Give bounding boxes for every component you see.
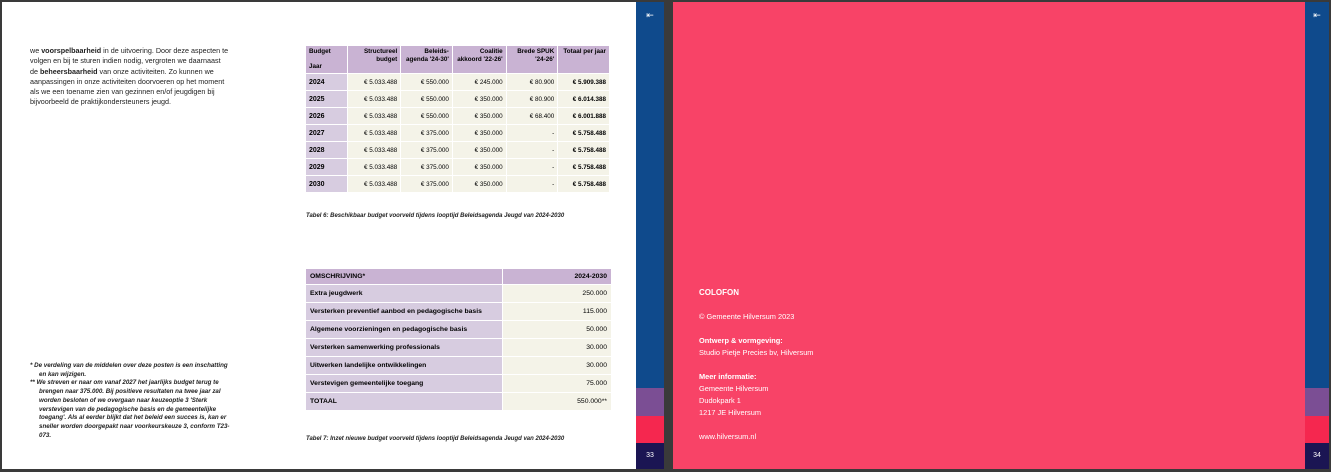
rail-purple-block xyxy=(636,388,664,416)
table6-cell: € 5.758.488 xyxy=(558,142,610,159)
table6-row xyxy=(306,108,610,125)
table6-cell: - xyxy=(506,125,558,142)
chevron-collapse-icon[interactable]: ⇤ xyxy=(1313,10,1321,20)
table6-cell: € 375.000 xyxy=(401,159,453,176)
table7-header-description: OMSCHRIJVING* xyxy=(306,269,503,285)
table7-label-cell: Extra jeugdwerk xyxy=(306,285,503,303)
table6-cell: € 350.000 xyxy=(452,159,506,176)
table6-row xyxy=(306,176,610,193)
body-text-1: we xyxy=(30,46,42,55)
table7-row xyxy=(306,321,612,339)
table6-cell: € 350.000 xyxy=(452,125,506,142)
table7-row xyxy=(306,285,612,303)
info-heading: Meer informatie: xyxy=(699,372,757,381)
table6-cell: € 80.900 xyxy=(506,74,558,91)
table7-row xyxy=(306,393,612,411)
table6-year-cell: 2029 xyxy=(306,159,348,176)
side-rail-right xyxy=(1305,2,1329,469)
table6-cell: € 5.033.488 xyxy=(347,142,401,159)
table6-year-cell: 2025 xyxy=(306,91,348,108)
table6-cell: € 5.033.488 xyxy=(347,159,401,176)
page-number-34: 34 xyxy=(1305,443,1329,469)
copyright-text: © Gemeente Hilversum 2023 xyxy=(699,312,795,321)
table6-cell: € 350.000 xyxy=(452,91,506,108)
footnotes xyxy=(30,362,230,440)
table6-cell: € 375.000 xyxy=(401,142,453,159)
table6-cell: € 6.014.388 xyxy=(558,91,610,108)
table6-body xyxy=(306,74,610,193)
rail-blue-block xyxy=(636,2,664,388)
rail-blue-block xyxy=(1305,2,1329,388)
table6-year-cell: 2027 xyxy=(306,125,348,142)
table6-header: Beleids-agenda '24-30' xyxy=(401,46,453,74)
rail-purple-block xyxy=(1305,388,1329,416)
table6-cell: € 550.000 xyxy=(401,91,453,108)
footnote-1: * De verdeling van de middelen over deze posten is een inschatting en kan wijzigen. xyxy=(30,362,228,378)
table6-cell: € 350.000 xyxy=(452,176,506,193)
table6-cell: € 550.000 xyxy=(401,74,453,91)
table6-header: Structureel budget xyxy=(347,46,401,74)
table6-cell: € 5.758.488 xyxy=(558,125,610,142)
budget-table xyxy=(305,45,610,193)
table7-caption: Tabel 7: Inzet nieuwe budget voorveld tijdens looptijd Beleidsagenda Jeugd van 2024-2030 xyxy=(306,436,565,442)
table6-row xyxy=(306,159,610,176)
body-text-3: van onze activiteiten. Zo kunnen we aanpassingen in onze activiteiten doorvoeren op het moment als we een toename zien van gezinnen en/of jeugdigen bij bijvoorbeeld de praktijkondersteuners jeugd. xyxy=(30,66,225,107)
body-text-2: in de uitvoering. Door deze aspecten te volgen en bij te sturen indien nodig, vergroten we daarnaast de xyxy=(30,46,229,76)
info-line: Gemeente Hilversum xyxy=(699,384,769,393)
table6-cell: € 5.909.388 xyxy=(558,74,610,91)
table6-cell: - xyxy=(506,142,558,159)
table6-year-cell: 2030 xyxy=(306,176,348,193)
table7-value-cell: 50.000 xyxy=(503,321,612,339)
table6-header: Coalitie akkoord '22-26' xyxy=(452,46,506,74)
body-emphasis-2: beheersbaarheid xyxy=(40,66,98,76)
table7-label-cell: Versterken samenwerking professionals xyxy=(306,339,503,357)
table6-cell: € 5.033.488 xyxy=(347,91,401,108)
table6-cell: - xyxy=(506,176,558,193)
table6-cell: € 5.758.488 xyxy=(558,176,610,193)
table7-row xyxy=(306,375,612,393)
table6-caption: Tabel 6: Beschikbaar budget voorveld tijdens looptijd Beleidsagenda Jeugd van 2024-2030 xyxy=(306,213,565,219)
page-34 xyxy=(673,2,1329,469)
info-line: 1217 JE Hilversum xyxy=(699,408,762,417)
rail-pink-block xyxy=(1305,416,1329,443)
table6-year-cell: 2026 xyxy=(306,108,348,125)
table6-cell: € 5.033.488 xyxy=(347,74,401,91)
table6-header: Totaal per jaar xyxy=(558,46,610,74)
table6-cell: € 550.000 xyxy=(401,108,453,125)
table6-row xyxy=(306,125,610,142)
page-33 xyxy=(2,2,664,469)
header-budget: Budget xyxy=(309,48,331,55)
table7-body xyxy=(306,285,612,411)
table7-row xyxy=(306,339,612,357)
design-heading: Ontwerp & vormgeving: xyxy=(699,336,783,345)
design-text: Studio Pietje Precies bv, Hilversum xyxy=(699,348,814,357)
info-line: Dudokpark 1 xyxy=(699,396,741,405)
table7-value-cell: 250.000 xyxy=(503,285,612,303)
table7-header-period: 2024-2030 xyxy=(503,269,612,285)
colofon xyxy=(699,287,813,443)
table7-label-cell: TOTAAL xyxy=(306,393,503,411)
table6-cell: € 5.033.488 xyxy=(347,176,401,193)
table6-cell: € 5.033.488 xyxy=(347,125,401,142)
table6-header: Brede SPUK '24-26' xyxy=(506,46,558,74)
body-emphasis-1: voorspelbaarheid xyxy=(41,46,102,55)
footnote-2: ** We streven er naar om vanaf 2027 het jaarlijks budget terug te brengen naar 375.000. Bij positieve resultaten na twee jaar zal worden besloten of we overgaan naar keuzeoptie 3 'Sterk verstevigen van de pedagogische basis en de gemeentelijke toegang'. Als al eerder blijkt dat het beleid een succes is, kan er sneller worden doorgepakt naar voorkeurskeuze 3, conform T23-073. xyxy=(30,379,230,439)
page-number-33: 33 xyxy=(636,443,664,469)
table6-row xyxy=(306,142,610,159)
table7-label-cell: Versterken preventief aanbod en pedagogische basis xyxy=(306,303,503,321)
table6-cell: € 375.000 xyxy=(401,176,453,193)
table6-year-cell: 2028 xyxy=(306,142,348,159)
table7-row xyxy=(306,303,612,321)
table7-label-cell: Uitwerken landelijke ontwikkelingen xyxy=(306,357,503,375)
table6-cell: € 245.000 xyxy=(452,74,506,91)
body-paragraph xyxy=(30,46,230,108)
table6-cell: - xyxy=(506,159,558,176)
table6-cell: € 350.000 xyxy=(452,108,506,125)
table6-cell: € 68.400 xyxy=(506,108,558,125)
table6-cell: € 80.900 xyxy=(506,91,558,108)
table6-cell: € 5.033.488 xyxy=(347,108,401,125)
table6-row xyxy=(306,74,610,91)
chevron-collapse-icon[interactable]: ⇤ xyxy=(646,10,654,20)
table6-cell: € 5.758.488 xyxy=(558,159,610,176)
table7-label-cell: Algemene voorzieningen en pedagogische basis xyxy=(306,321,503,339)
table6-cell: € 375.000 xyxy=(401,125,453,142)
website-link[interactable]: www.hilversum.nl xyxy=(699,432,757,441)
allocation-table xyxy=(305,268,612,411)
table6-cell: € 350.000 xyxy=(452,142,506,159)
table7-value-cell: 115.000 xyxy=(503,303,612,321)
table7-label-cell: Verstevigen gemeentelijke toegang xyxy=(306,375,503,393)
table7-value-cell: 30.000 xyxy=(503,357,612,375)
table6-year-cell: 2024 xyxy=(306,74,348,91)
rail-pink-block xyxy=(636,416,664,443)
table7-row xyxy=(306,357,612,375)
table7-value-cell: 30.000 xyxy=(503,339,612,357)
table7-value-cell: 75.000 xyxy=(503,375,612,393)
table6-cell: € 6.001.888 xyxy=(558,108,610,125)
table7-value-cell: 550.000** xyxy=(503,393,612,411)
header-year: Jaar xyxy=(309,63,322,70)
colofon-title: COLOFON xyxy=(699,288,739,297)
table6-row xyxy=(306,91,610,108)
side-rail-left xyxy=(636,2,664,469)
table6-header-budget xyxy=(306,46,348,74)
